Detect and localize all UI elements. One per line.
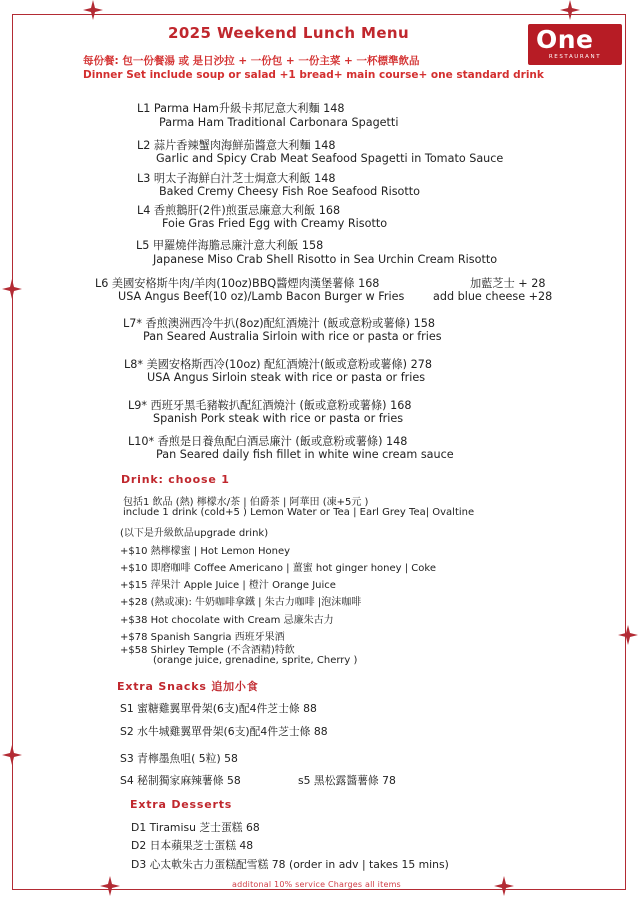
main-course-en: Spanish Pork steak with rice or pasta or fries xyxy=(153,412,404,425)
drink-line: (orange juice, grenadine, sprite, Cherry ) xyxy=(153,655,358,666)
set-description-zh: 每份餐: 包一份餐湯 或 是日沙拉 + 一份包 + 一份主菜 + 一杯標準飲品 xyxy=(83,55,420,67)
drinks-heading: Drink: choose 1 xyxy=(121,473,230,486)
main-course-en: Pan Seared Australia Sirloin with rice or pasta or fries xyxy=(143,330,442,343)
main-course-zh: L6 美國安格斯牛肉/羊肉(10oz)BBQ醬煙肉漢堡薯條 168 xyxy=(95,277,380,290)
main-course-zh: L2 蒜片香辣蟹肉海鮮茄醬意大利麵 148 xyxy=(137,139,336,152)
sparkle-icon xyxy=(2,745,22,765)
drink-line: +$10 熱檸檬蜜 | Hot Lemon Honey xyxy=(120,546,291,557)
service-charge-note: additonal 10% service Charges all items xyxy=(232,880,401,889)
drink-line: 包括1 飲品 (熱) 檸檬水/茶 | 伯爵茶 | 阿華田 (凍+5元 ) xyxy=(123,497,369,508)
restaurant-logo xyxy=(528,24,622,65)
main-course-en: Foie Gras Fried Egg with Creamy Risotto xyxy=(162,217,388,230)
main-course-zh: L9* 西班牙黑毛豬鞍扒配紅酒燒汁 (飯或意粉或薯條) 168 xyxy=(128,399,412,412)
drink-line: +$15 萍果汁 Apple Juice | 橙汁 Orange Juice xyxy=(120,580,336,591)
main-course-en: USA Angus Sirloin steak with rice or pasta or fries xyxy=(147,371,426,384)
main-course-zh: L1 Parma Ham升級卡邦尼意大利麵 148 xyxy=(137,102,345,115)
sparkle-icon xyxy=(560,0,580,20)
set-description-en: Dinner Set include soup or salad +1 bread+ main course+ one standard drink xyxy=(83,69,544,81)
add-on-en: add blue cheese +28 xyxy=(433,290,553,303)
main-course-zh: L4 香煎鵝肝(2件)煎蛋忌廉意大利飯 168 xyxy=(137,204,341,217)
main-course-en: USA Angus Beef(10 oz)/Lamb Bacon Burger w Fries xyxy=(118,290,405,303)
main-course-en: Pan Seared daily fish fillet in white wine cream sauce xyxy=(156,448,454,461)
sparkle-icon xyxy=(2,279,22,299)
main-course-en: Baked Cremy Cheesy Fish Roe Seafood Risotto xyxy=(159,185,421,198)
desserts-heading: Extra Desserts xyxy=(130,798,233,811)
snack-item: S2 水牛城雞翼單骨架(6支)配4件芝士條 88 xyxy=(120,725,328,738)
dessert-item: D1 Tiramisu 芝士蛋糕 68 xyxy=(131,821,260,834)
main-course-en: Japanese Miso Crab Shell Risotto in Sea Urchin Cream Risotto xyxy=(153,253,498,266)
drink-line: include 1 drink (cold+5 ) Lemon Water or Tea | Earl Grey Tea| Ovaltine xyxy=(123,507,475,518)
menu-title: 2025 Weekend Lunch Menu xyxy=(168,24,410,42)
main-course-zh: L8* 美國安格斯西冷(10oz) 配紅酒燒汁(飯或意粉或薯條) 278 xyxy=(124,358,432,371)
snack-item: S4 秘制獨家麻辣薯條 58 xyxy=(120,774,241,787)
drink-line: +$10 即磨咖啡 Coffee Americano | 薑蜜 hot ginger honey | Coke xyxy=(120,563,436,574)
sparkle-icon xyxy=(618,625,638,645)
sparkle-icon xyxy=(100,876,120,896)
dessert-item: D3 心太軟朱古力蛋糕配雪糕 78 (order in adv | takes 15 mins) xyxy=(131,858,449,871)
main-course-en: Parma Ham Traditional Carbonara Spagetti xyxy=(159,116,399,129)
drink-line: +$58 Shirley Temple (不含酒精)特飲 xyxy=(120,645,295,656)
drink-line: +$38 Hot chocolate with Cream 忌廉朱古力 xyxy=(120,615,334,626)
main-course-zh: L3 明太子海鮮白汁芝士焗意大利飯 148 xyxy=(137,172,336,185)
main-course-zh: L7* 香煎澳洲西冷牛扒(8oz)配紅酒燒汁 (飯或意粉或薯條) 158 xyxy=(123,317,436,330)
main-course-zh: L5 甲羅燒伴海膽忌廉汁意大利飯 158 xyxy=(136,239,324,252)
snack-item: S3 青檸墨魚咀( 5粒) 58 xyxy=(120,752,238,765)
snack-item: s5 黑松露醬薯條 78 xyxy=(298,774,396,787)
sparkle-icon xyxy=(83,0,103,20)
add-on-zh: 加藍芝士 + 28 xyxy=(470,277,546,290)
sparkle-icon xyxy=(494,876,514,896)
logo-wordmark: One xyxy=(536,25,594,54)
logo-subtext: RESTAURANT xyxy=(548,54,602,60)
snack-item: S1 蜜糖雞翼單骨架(6支)配4件芝士條 88 xyxy=(120,702,317,715)
drink-line: +$28 (熱或凍): 牛奶咖啡拿鐵 | 朱古力咖啡 |泡沫咖啡 xyxy=(120,597,362,608)
snacks-heading: Extra Snacks 追加小食 xyxy=(117,680,259,693)
dessert-item: D2 日本蘋果芝士蛋糕 48 xyxy=(131,839,254,852)
drink-line: +$78 Spanish Sangria 西班牙果酒 xyxy=(120,632,285,643)
main-course-en: Garlic and Spicy Crab Meat Seafood Spagetti in Tomato Sauce xyxy=(156,152,504,165)
drink-line: (以下是升級飲品upgrade drink) xyxy=(120,528,269,539)
main-course-zh: L10* 香煎是日養魚配白酒忌廉汁 (飯或意粉或薯條) 148 xyxy=(128,435,408,448)
